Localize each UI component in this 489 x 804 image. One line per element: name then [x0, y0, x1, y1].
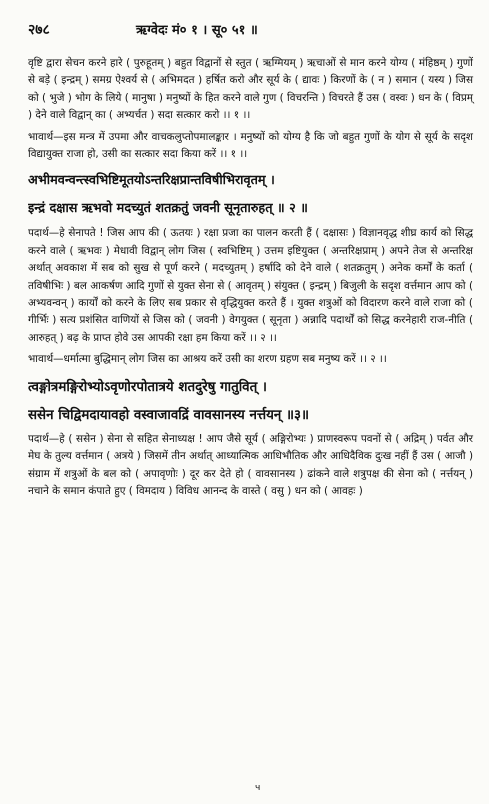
intro-paragraph: वृष्टि द्वारा सेचन करने हारे ( पुरुहूतम् ) बहुत विद्वानों से स्तुत ( ऋग्मियम् ) ऋचाओं से मान करने योग्य ( मंहिष्ठम् ) गुणों से बड़े ( इन्द्रम् ) समग्र ऐश्वर्य से ( अभिमदत ) हर्षित करो और सूर्य के ( द्यावः ) किरणों के ( न ) समान ( यस्य ) जिस को ( भुजे ) भोग के लिये ( मानुषा ) मनुष्यों के हित करने वाले गुण ( विचरन्ति ) विचरते हैं उस ( वस्वः ) धन के ( विप्रम् ) देने वाले विद्वान् का ( अभ्यर्चत ) सदा सत्कार करो ।। १ ।। [28, 57, 473, 122]
bhavartha-1: भावार्थ—इस मन्त्र में उपमा और वाचकलुप्तोपमालङ्कार । मनुष्यों को योग्य है कि जो बहुत गुणों के योग से सूर्य के सदृश विद्यायुक्त राजा हो, उसी का सत्कार सदा किया करें ।। १ ।। [28, 130, 473, 161]
mantra-3-line-2: ससेन चिद्विमदायावहो वस्वाजावद्रिं वावसानस्य नर्त्तयन् ॥३॥ [28, 406, 309, 423]
mantra-2-line-2: इन्द्रं दक्षास ऋभवो मदच्युतं शतक्रतुं जवनी सूनृतारुहत् ॥ २ ॥ [28, 201, 308, 217]
padartha-3: पदार्थ—हे ( ससेन ) सेना से सहित सेनाध्यक्ष ! आप जैसे सूर्य ( अङ्गिरोभ्यः ) प्राणस्वरूप पवनों से ( अद्रिम् ) पर्वत और मेघ के तुल्य वर्त्तमान ( अत्रये ) जिसमें तीन अर्थात् आध्यात्मिक आधिभौतिक और आधिदैविक दुःख नहीं हैं उस ( आजौ ) संग्राम में शत्रुओं के बल को ( अपावृणोः ) दूर कर देते हो ( वावसानस्य ) ढांकने वाले शत्रुपक्ष की सेना को ( नर्त्तयन् ) नचाने के समान कंपाते हुए ( विमदाय ) विविध आनन्द के वास्ते ( वसु ) धन को ( आवहः ) [28, 432, 473, 497]
bhavartha-2: भावार्थ—धर्मात्मा बुद्धिमान् लोग जिस का आश्रय करें उसी का शरण ग्रहण सब मनुष्य करें ।। २ ।। [28, 353, 387, 366]
mantra-2-line-1: अभीमवन्वन्त्स्वभिष्टिमूतयोऽन्तरिक्षप्रान्तविषीभिरावृतम् । [28, 173, 275, 189]
padartha-2: पदार्थ—हे सेनापते ! जिस आप की ( ऊतयः ) रक्षा प्रजा का पालन करती हैं ( दक्षासः ) विज्ञानवृद्ध शीघ्र कार्य को सिद्ध करने वाले ( ऋभवः ) मेधावी विद्वान् लोग जिस ( स्वभिष्टिम् ) उत्तम इष्टियुक्त ( अन्तरिक्षप्राम् ) अपने तेज से अन्तरिक्ष अर्थात् अवकाश में सब को सुख से पूर्ण करने ( मदच्युतम् ) हर्षादि को देने वाले ( शतक्रतुम् ) अनेक कर्मों के कर्ता ( तविषीभिः ) बल आकर्षण आदि गुणों से युक्त सेना से ( आवृतम् ) संयुक्त ( इन्द्रम् ) बिजुली के सदृश वर्त्तमान आप को ( अभ्यवन्वन् ) कार्यों को करने के लिए सब प्रकार से वृद्धियुक्त करते हैं । युक्त शत्रुओं को विदारण करने वाले राजा को ( गीर्भिः ) सत्य प्रशंसित वाणियों से जिस को ( जवनी ) वेगयुक्त ( सूनृता ) अन्नादि पदार्थों को सिद्ध करनेहारी राज-नीति ( आरुहत् ) बढ़ के प्राप्त होवे उस आपकी रक्षा हम किया करें ।। २ ।। [28, 227, 473, 344]
bottom-mark: ч [255, 783, 261, 793]
running-head: ऋग्वेदः मं० १ । सू० ५१ ॥ [136, 23, 258, 38]
page-body [28, 55, 473, 500]
page-number: २७८ [28, 22, 50, 38]
mantra-3-line-1: त्वङ्गोत्रमङ्गिरोभ्योऽवृणोरपोतात्रये शतदुरेषु गातुवित् । [28, 378, 267, 395]
page-header [28, 20, 469, 42]
